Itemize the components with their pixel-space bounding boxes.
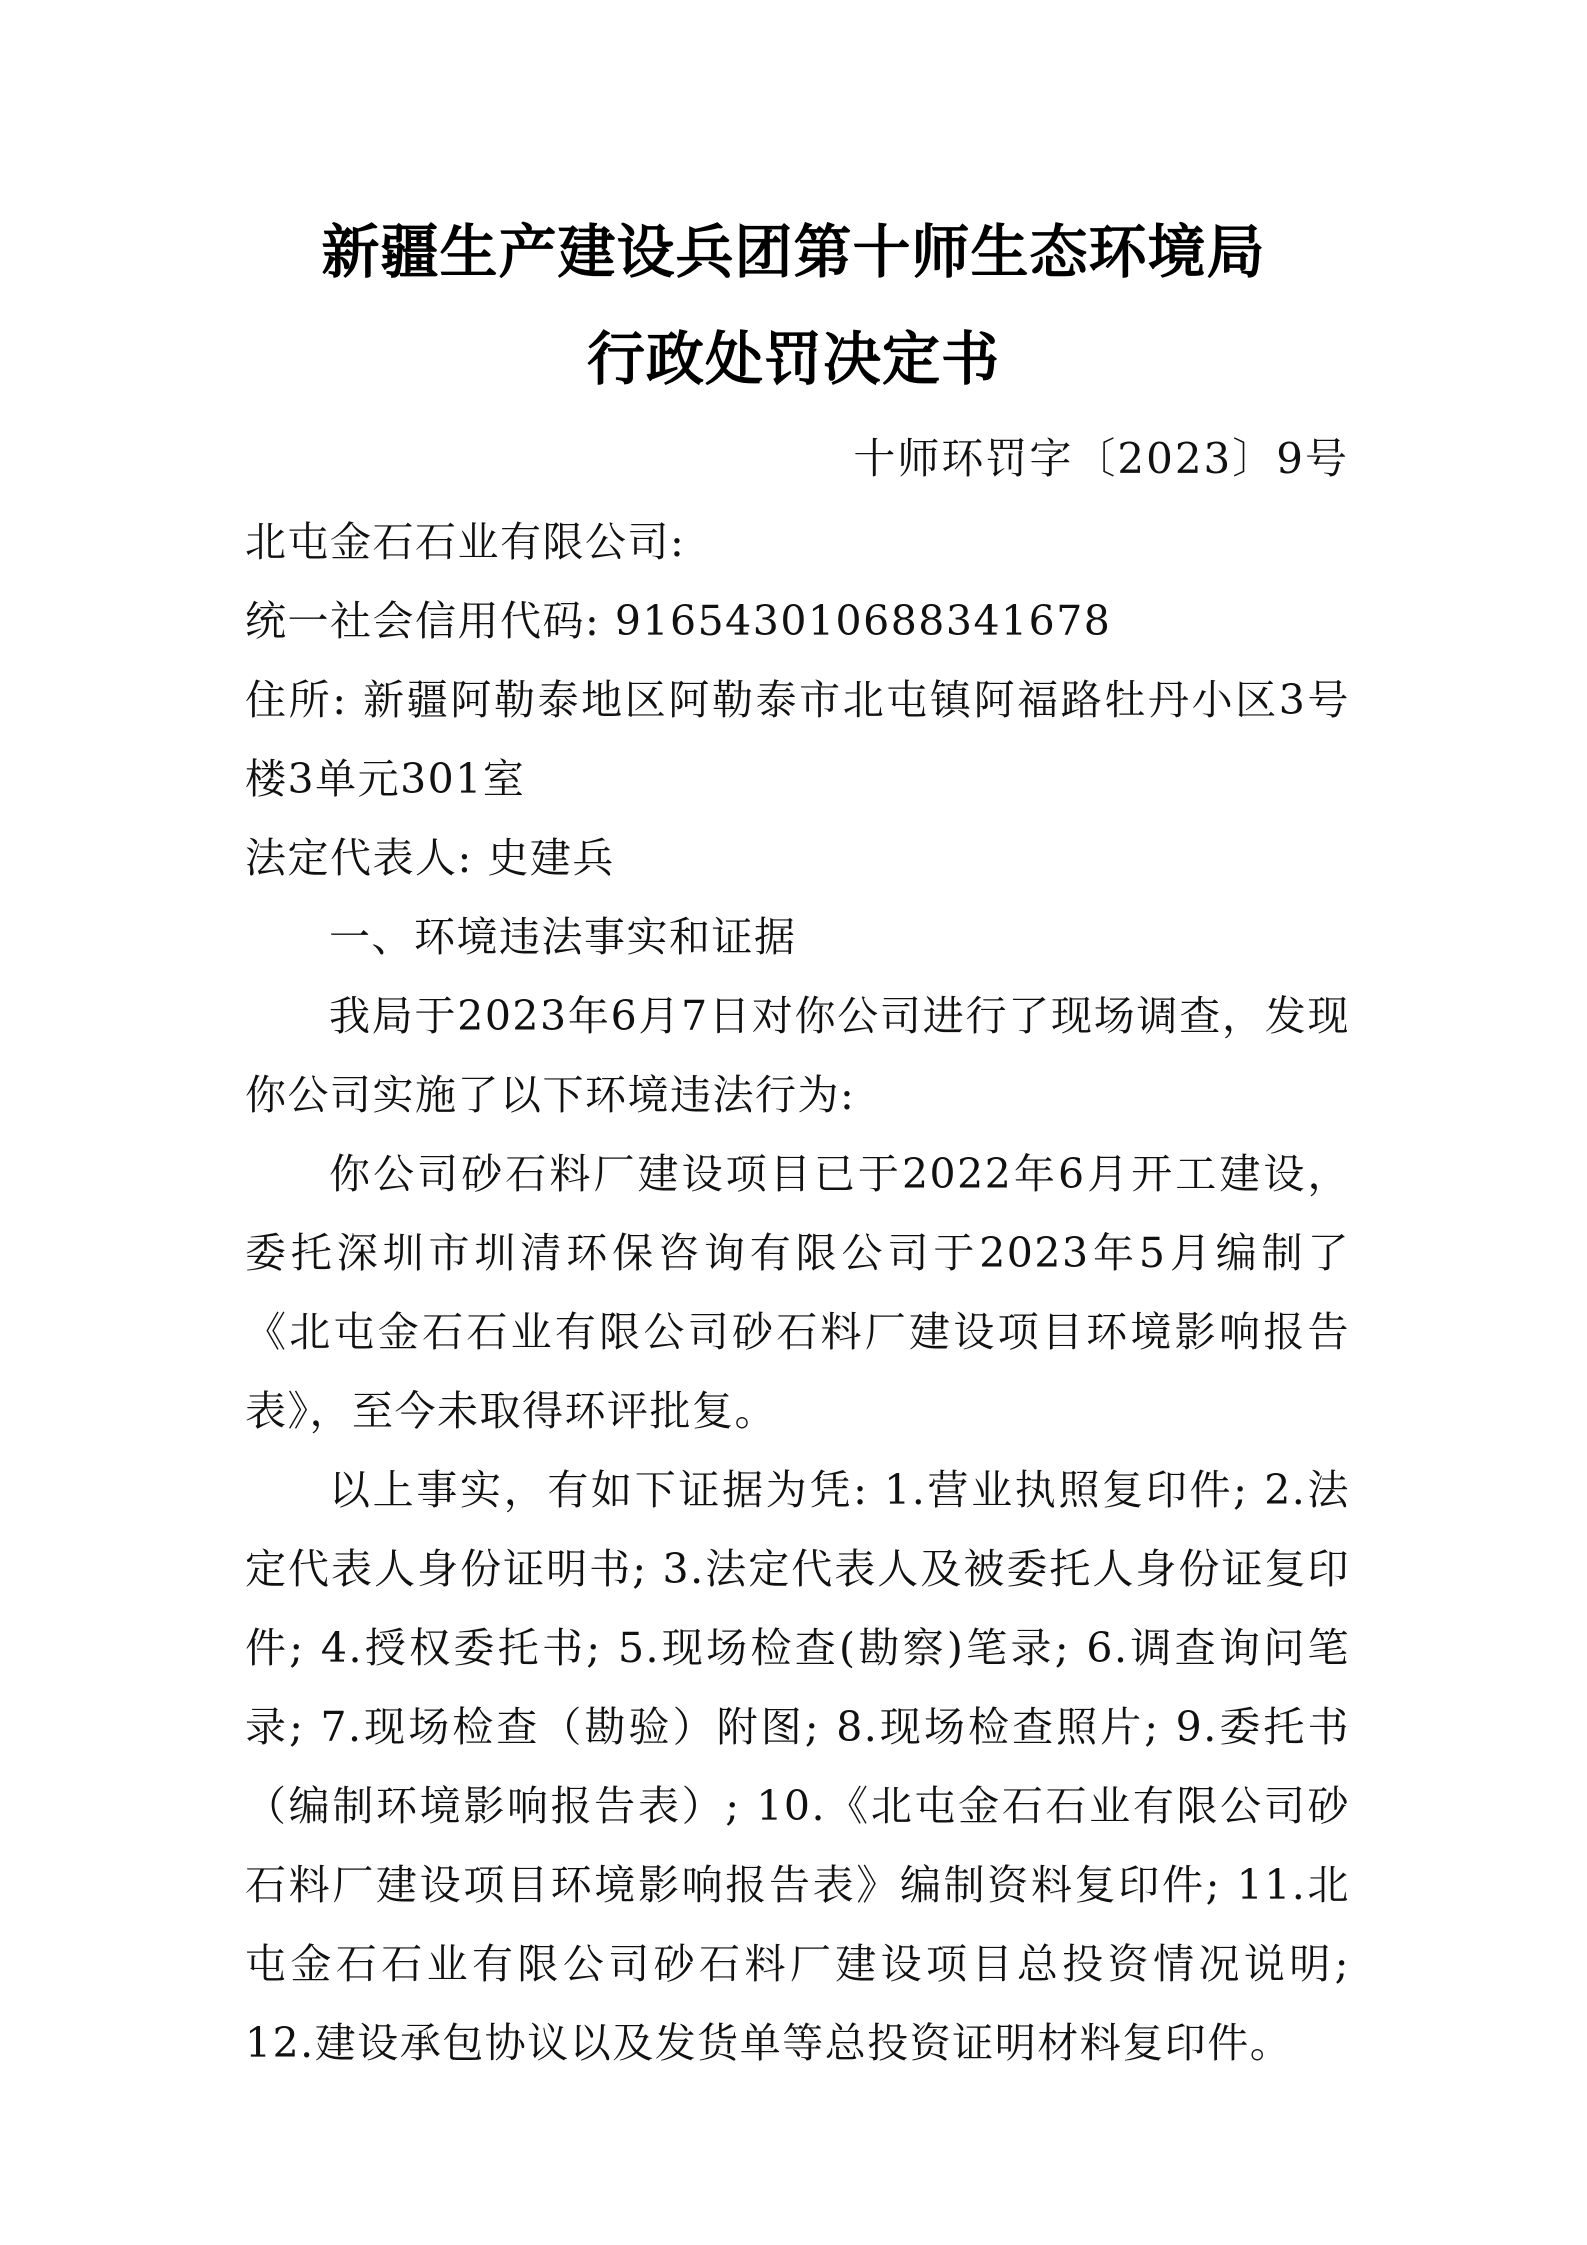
legal-representative: 法定代表人: 史建兵 (245, 834, 615, 882)
document-title-line2: 行政处罚决定书 (586, 325, 1000, 393)
party-address: 住所: 新疆阿勒泰地区阿勒泰市北屯镇阿福路牡丹小区3号楼3单元301室 (245, 676, 1350, 803)
paragraph-evidence: 以上事实，有如下证据为凭: 1.营业执照复印件; 2.法定代表人身份证明书; 3.法定代表人及被委托人身份证复印件; 4.授权委托书; 5.现场检查(勘察)笔录; 6.调查询问笔录; 7.现场检查（勘验）附图; 8.现场检查照片; 9.委托书（编制环境影响报告表）; 10.《北屯金石石业有限公司砂石料厂建设项目环境影响报告表》编制资料复印件; 11.北屯金石石业有限公司砂石料厂建设项目总投资情况说明; 12.建设承包协议以及发货单等总投资证明材料复印件。 (245, 1466, 1350, 2067)
paragraph-violation: 你公司砂石料厂建设项目已于2022年6月开工建设，委托深圳市圳清环保咨询有限公司于2023年5月编制了《北屯金石石业有限公司砂石料厂建设项目环境影响报告表》，至今未取得环评批复。 (245, 1150, 1350, 1435)
document-number: 十师环罚字〔2023〕9号 (853, 434, 1349, 483)
paragraph-investigation: 我局于2023年6月7日对你公司进行了现场调查，发现你公司实施了以下环境违法行为: (245, 992, 1350, 1119)
party-name: 北屯金石石业有限公司: (245, 518, 686, 566)
document-title-line1: 新疆生产建设兵团第十师生态环境局 (321, 218, 1266, 286)
credit-code: 统一社会信用代码: 916543010688341678 (245, 597, 1112, 645)
document-body (245, 503, 1350, 2083)
section-heading: 一、环境违法事实和证据 (329, 913, 797, 961)
